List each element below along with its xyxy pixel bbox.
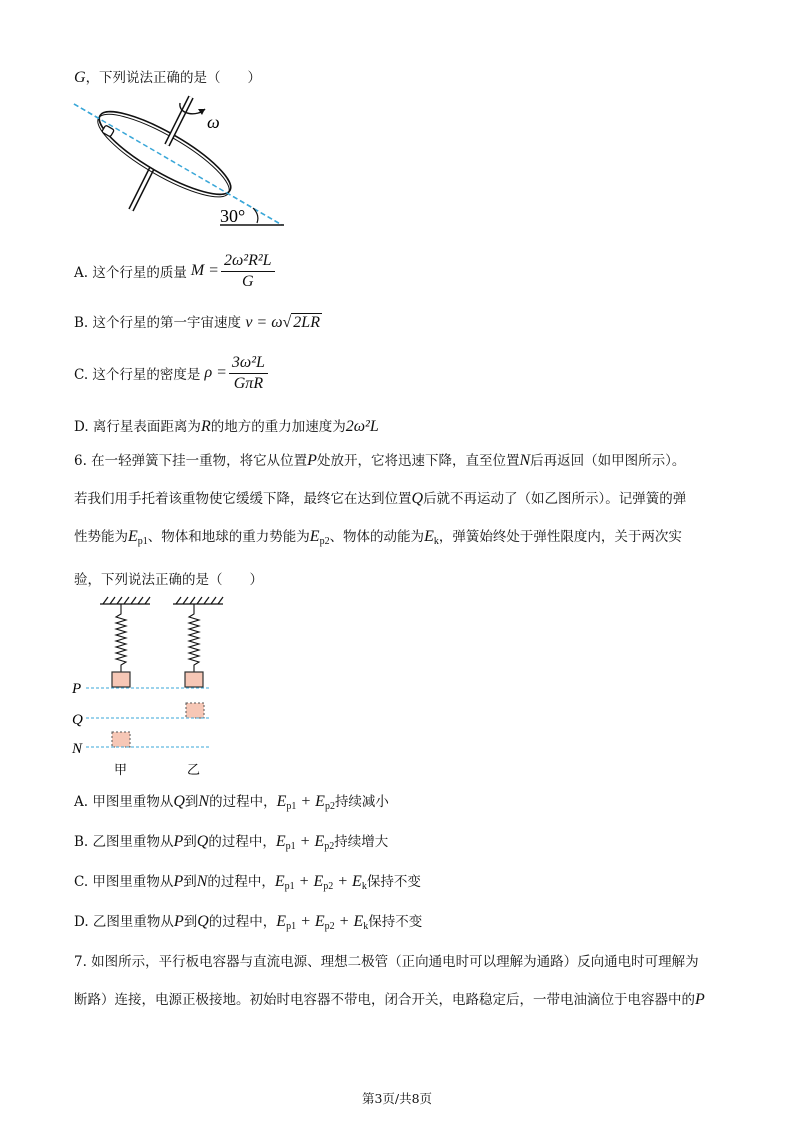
q5-option-d-var: R [200,418,211,435]
q5-angle-label: 30° [220,206,246,226]
q5-option-d-expr: 2ω²L [345,418,379,435]
q6-line3-c: 、物体的动能为 [329,529,425,545]
q5-option-b-lhs: v = ω [245,314,283,331]
q6-line3-e3: E [424,528,434,545]
q6-option-d-a: D. 乙图里重物从 [74,914,174,930]
q6-weight-jia-p [112,672,130,687]
q6-weight-yi-p [185,672,203,687]
q6-line2-q: Q [411,490,424,507]
q6-option-a-expr: $E_{p1} + E_{p2}$ [276,793,335,812]
q6-line-2 [74,480,734,518]
q6-option-d-d: 保持不变 [368,914,423,930]
q6-option-b[interactable] [74,830,388,852]
q6-line2-b: 后就不再运动了（如乙图所示）。记弹簧的弹 [423,491,687,507]
q6-line3-e1: E [128,528,138,545]
q5-intro-text: ，下列说法正确的是（ ） [85,70,262,86]
q5-option-b-radicand: 2LR [293,314,320,331]
q6-line3-b: 、物体和地球的重力势能为 [147,529,310,545]
q6-line1-a: 6. 在一轻弹簧下挂一重物，将它从位置 [74,453,308,469]
q5-option-a[interactable] [74,250,277,292]
page-footer: 第3页/共8页 [361,1091,433,1106]
q5-option-a-fraction [221,252,275,291]
q6-label-p: P [72,681,82,697]
q6-option-d-v2: Q [197,913,209,930]
q5-option-c-numerator: 3ω²L [229,354,268,374]
q6-label-yi: 乙 [187,763,201,778]
q6-line3-s2: p2 [319,536,330,547]
q6-option-b-d: 持续增大 [334,834,389,850]
q6-option-b-v2: Q [196,833,209,850]
q6-line3-e2: E [309,528,320,545]
q6-option-d-b: 到 [183,914,198,930]
q6-option-c-c: 的过程中， [207,874,275,890]
q7-stem [74,943,705,1019]
q6-spring-jia [116,604,126,672]
q5-omega-label: ω [207,112,220,132]
q6-spring-figure [70,592,240,782]
q6-line3-s1: p1 [137,536,148,547]
q6-option-a[interactable] [74,790,389,812]
q5-option-a-prefix: A. 这个行星的质量 [74,265,187,281]
q6-option-b-expr: $E_{p1} + E_{p2}$ [275,833,335,852]
q5-option-b[interactable]: B. 这个行星的第一宇宙速度 v = ω√ 2LR [74,314,320,331]
q6-option-c-d: 保持不变 [366,874,421,890]
q6-option-d[interactable] [74,910,422,932]
q6-option-b-a: B. 乙图里重物从 [74,834,174,850]
q6-option-a-v2: N [198,793,210,810]
q5-option-a-lhs: M = [190,262,219,279]
q6-ceiling-yi [173,597,223,604]
q5-option-c[interactable] [74,352,270,394]
q6-option-c-a: C. 甲图里重物从 [74,874,174,890]
q5-option-d-mid: 的地方的重力加速度为 [210,419,346,435]
q5-option-c-fraction [229,354,268,393]
q5-intro-var: G [74,69,86,86]
q6-option-c-expr: $E_{p1} + E_{p2} + E_k$ [274,873,367,892]
q6-line3-s3: k [433,536,439,547]
q6-stem [74,442,734,599]
q7-line2-text: 断路）连接，电源正极接地。初始时电容器不带电，闭合开关，电路稳定后，一带电油滴位于电容器中的 [74,992,695,1008]
q5-option-d[interactable] [74,415,379,436]
q6-option-b-c: 的过程中， [208,834,276,850]
q6-line-1 [74,442,734,480]
q6-line1-n: N [519,452,531,469]
q6-line-4: 验，下列说法正确的是（ ） [74,572,263,588]
q6-ceiling-jia [100,597,150,604]
q5-disk-figure [70,95,290,230]
q6-option-b-b: 到 [183,834,197,850]
q5-option-d-prefix: D. 离行星表面距离为 [74,419,201,435]
q5-option-a-denominator: G [241,272,254,290]
q6-line3-a: 性势能为 [74,529,128,545]
q6-weight-jia-n [112,732,130,747]
q6-line1-p: P [307,452,317,469]
q6-line1-b: 处放开，它将迅速下降，直至位置 [316,453,520,469]
q6-spring-yi [189,604,199,672]
q5-option-a-numerator: 2ω²R²L [221,252,275,272]
q5-option-c-prefix: C. 这个行星的密度是 [74,367,201,383]
q7-line2-var: P [695,991,705,1008]
q6-option-c-b: 到 [183,874,197,890]
q5-intro [74,66,261,87]
q7-line-1: 7. 如图所示，平行板电容器与直流电源、理想二极管（正向通电时可以理解为通路）反向通电时可理解为 [74,954,699,970]
q6-label-n: N [72,741,83,757]
q5-option-c-denominator: GπR [233,374,264,392]
q6-option-a-b: 到 [184,794,199,810]
q6-option-a-a: A. 甲图里重物从 [74,794,174,810]
q6-line2-a: 若我们用手托着该重物使它缓缓下降，最终它在达到位置 [74,491,412,507]
q5-option-b-prefix: B. 这个行星的第一宇宙速度 [74,315,242,331]
q6-option-c[interactable] [74,870,421,892]
q6-option-a-d: 持续减小 [334,794,389,810]
q6-option-d-expr: $E_{p1} + E_{p2} + E_k$ [276,913,369,932]
q6-option-c-v1: P [173,873,184,890]
q6-option-a-c: 的过程中， [209,794,277,810]
q6-line3-d: ，弹簧始终处于弹性限度内，关于两次实 [438,529,682,545]
q6-label-q: Q [72,712,83,728]
q6-option-b-v1: P [173,833,184,850]
q6-weight-yi-q [186,703,204,718]
q6-label-jia: 甲 [114,763,128,778]
q6-line-3 [74,518,734,561]
q6-line1-c: 后再返回（如甲图所示）。 [530,453,686,469]
q6-option-c-v2: N [196,873,208,890]
q6-option-d-c: 的过程中， [208,914,277,930]
q6-option-a-v1: Q [173,793,185,810]
q7-line-2 [74,981,705,1019]
q6-option-d-v1: P [173,913,184,930]
q5-option-c-lhs: ρ = [204,364,227,381]
